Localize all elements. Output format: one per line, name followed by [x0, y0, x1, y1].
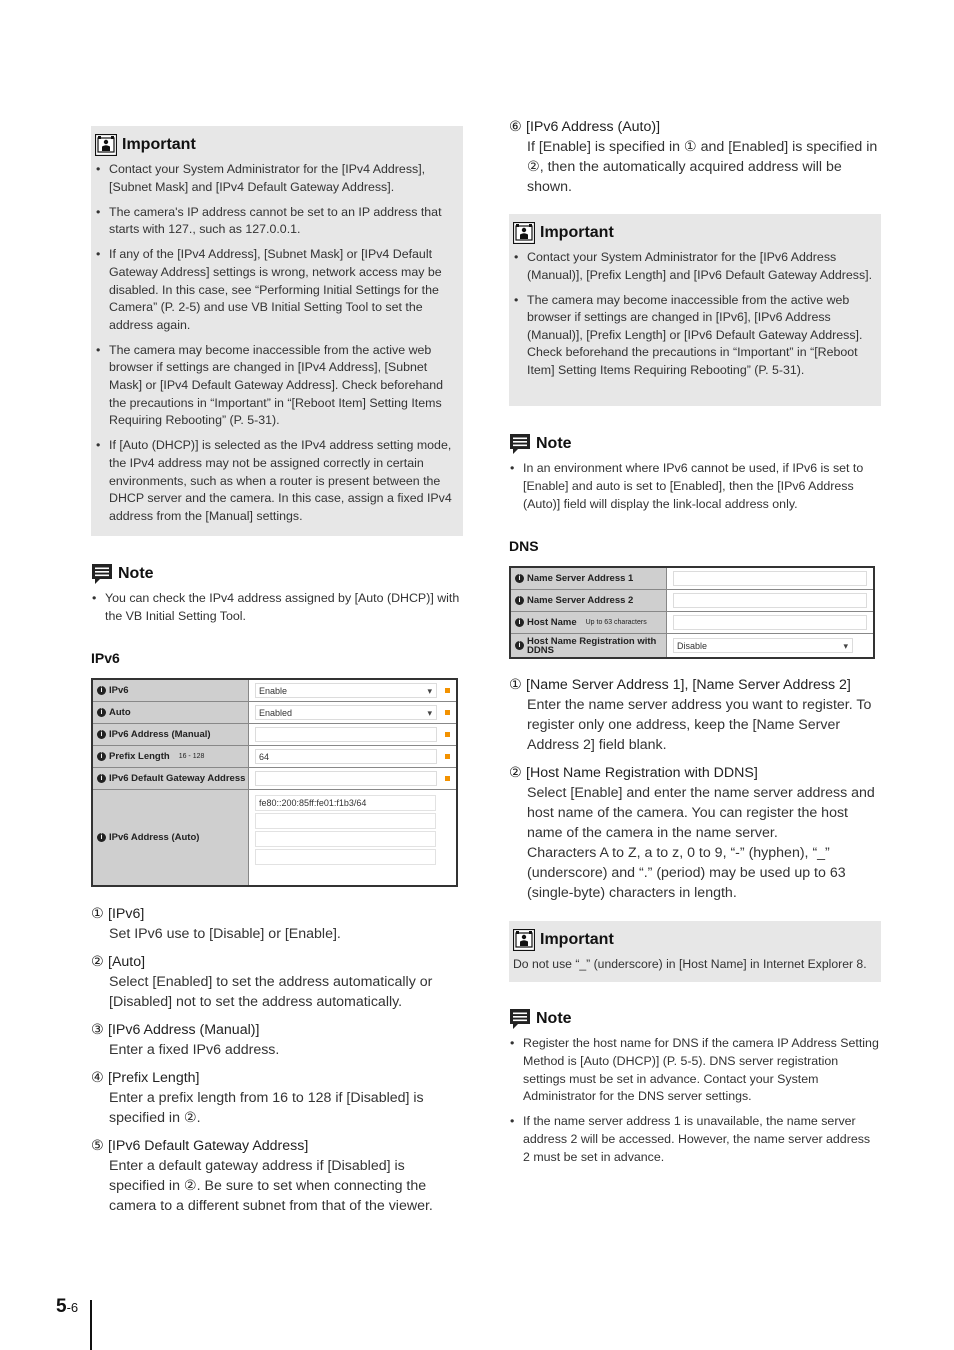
- note-heading: [509, 1008, 879, 1030]
- important-item: • The camera may become inaccessible from the active web browser if settings are changed in [IPv4 Address], [Subnet Mask] or [IPv4 Default Gateway Address]. Check beforehand the precautions in “Important” in “[Reboot Item] Setting Items Requiring Rebooting” (P. 5-31).: [95, 342, 457, 430]
- ipv6-item-list: [91, 904, 461, 1224]
- ipv6-select[interactable]: Enable ▾: [255, 683, 437, 698]
- list-item: ① [Name Server Address 1], [Name Server Address 2] Enter the name server address you want to register. To register only one address, keep the [Name Server Address 2] field blank.: [509, 677, 872, 753]
- note-box-ipv6: [509, 433, 879, 520]
- important-heading: [95, 134, 457, 156]
- important-box-ipv6: [509, 214, 881, 406]
- table-row: [511, 568, 873, 590]
- note-item: • In an environment where IPv6 cannot be used, if IPv6 is set to [Enable] and auto is set to [Enabled], then the [IPv6 Address (Auto)] field will display the link-local address only.: [509, 460, 879, 513]
- list-item: ⑤ [IPv6 Default Gateway Address] Enter a default gateway address if [Disabled] is specified in ②. Be sure to set when connecting the camera to a different subnet from that of the viewer.: [91, 1138, 433, 1214]
- table-row: [93, 702, 456, 724]
- row-label: i Name Server Address 2: [511, 590, 667, 611]
- prefix-length-input[interactable]: 64: [255, 749, 437, 764]
- note-icon: [509, 433, 531, 455]
- important-icon: [95, 134, 117, 156]
- note-list: [509, 460, 879, 513]
- info-icon: i: [97, 833, 106, 842]
- ipv6-address-auto-field: [249, 790, 456, 885]
- note-item: • Register the host name for DNS if the camera IP Address Setting Method is [Auto (DHCP)] (P. 5-5). DNS server registration settings must be set in advance. Contact your System Administrator for the DNS server settings.: [509, 1035, 879, 1106]
- list-item: ③ [IPv6 Address (Manual)] Enter a fixed IPv6 address.: [91, 1022, 280, 1058]
- row-label: i Name Server Address 1: [511, 568, 667, 589]
- note-item: • You can check the IPv4 address assigned by [Auto (DHCP)] with the VB Initial Setting Tool.: [91, 590, 463, 626]
- list-item: ① [IPv6] Set IPv6 use to [Disable] or [Enable].: [91, 906, 341, 942]
- row-label: i Host Name Registration with DDNS: [511, 634, 667, 657]
- row-label: i IPv6 Default Gateway Address: [93, 768, 249, 789]
- row-label: i Prefix Length 16 - 128: [93, 746, 249, 767]
- note-list: [509, 1035, 879, 1167]
- required-marker: [445, 688, 450, 693]
- ipv6-settings-table: [91, 678, 458, 887]
- auto-address-line: fe80::200:85ff:fe01:f1b3/64: [255, 795, 436, 811]
- note-box-ipv4: [91, 563, 463, 633]
- default-gateway-input[interactable]: [255, 771, 437, 786]
- info-icon: i: [97, 708, 106, 717]
- note-heading: [509, 433, 879, 455]
- important-item: • The camera may become inaccessible from the active web browser if settings are changed in [IPv6], [IPv6 Address (Manual)], [Prefix Length] or [IPv6 Default Gateway Address]. Check beforehand the precautions in “Important” in “[Reboot Item] Setting Items Requiring Rebooting” (P. 5-31).: [513, 292, 875, 380]
- row-label: i IPv6: [93, 680, 249, 701]
- page-number: 5-6: [56, 1296, 79, 1317]
- list-item: ② [Host Name Registration with DDNS] Select [Enable] and enter the name server address and host name of the camera. You can register the host name of the camera in the name server. Characters A to Z, a to z, 0 to 9, “-” (hyphen), “_” (underscore) and “.” (period) may be used up to 63 (single-byte) characters in length.: [509, 765, 875, 901]
- note-item: • If the name server address 1 is unavailable, the name server address 2 will be accessed. However, the name server address 2 must be set in advance.: [509, 1113, 879, 1166]
- note-heading: [91, 563, 463, 585]
- dns-heading: DNS: [509, 538, 539, 554]
- name-server-1-input[interactable]: [673, 571, 867, 586]
- table-row: [511, 590, 873, 612]
- list-item: ⑥ [IPv6 Address (Auto)] If [Enable] is specified in ① and [Enabled] is specified in ②, then the automatically acquired address will be shown.: [509, 119, 878, 195]
- row-label: i IPv6 Address (Auto): [93, 790, 249, 885]
- important-item: • Contact your System Administrator for the [IPv6 Address (Manual)], [Prefix Length] and [IPv6 Default Gateway Address].: [513, 249, 875, 284]
- ipv6-heading: IPv6: [91, 650, 120, 666]
- table-row: [93, 680, 456, 702]
- required-marker: [445, 732, 450, 737]
- note-title: Note: [536, 435, 572, 452]
- row-label: i Host Name Up to 63 characters: [511, 612, 667, 633]
- note-icon: [91, 563, 113, 585]
- auto-address-line: [255, 813, 436, 829]
- table-row: [93, 746, 456, 768]
- info-icon: i: [97, 730, 106, 739]
- table-row: [511, 634, 873, 657]
- info-icon: i: [97, 686, 106, 695]
- important-list: [513, 249, 875, 380]
- note-list: [91, 590, 463, 626]
- table-row: [93, 724, 456, 746]
- important-item: • If [Auto (DHCP)] is selected as the IPv4 address setting mode, the IPv4 address may not be assigned correctly in certain environments, such as when a router is present between the DHCP server and the camera. In this case, assign a fixed IPv4 address from the [Manual] settings.: [95, 437, 457, 525]
- note-title: Note: [536, 1010, 572, 1027]
- important-icon: [513, 222, 535, 244]
- important-box-ipv4: [91, 126, 463, 536]
- ipv6-auto-item: [509, 117, 881, 205]
- important-item: • If any of the [IPv4 Address], [Subnet Mask] or [IPv4 Default Gateway Address] settings is wrong, network access may be disabled. In this case, see “Performing Initial Settings for the Camera” (P. 2-5) and use VB Initial Setting Tool to set the address again.: [95, 246, 457, 334]
- list-item: ④ [Prefix Length] Enter a prefix length from 16 to 128 if [Disabled] is specified in ②.: [91, 1070, 424, 1126]
- important-title: Important: [540, 224, 614, 241]
- important-title: Important: [540, 931, 614, 948]
- table-row: [511, 612, 873, 634]
- required-marker: [445, 710, 450, 715]
- table-row: [93, 790, 456, 885]
- info-icon: i: [515, 618, 524, 627]
- name-server-2-input[interactable]: [673, 593, 867, 608]
- important-heading: [513, 222, 875, 244]
- important-item: • Contact your System Administrator for the [IPv4 Address], [Subnet Mask] and [IPv4 Default Gateway Address].: [95, 161, 457, 196]
- dns-item-list: [509, 675, 881, 911]
- host-name-input[interactable]: [673, 615, 867, 630]
- list-item: ② [Auto] Select [Enabled] to set the address automatically or [Disabled] not to set the address automatically.: [91, 954, 433, 1010]
- info-icon: i: [515, 574, 524, 583]
- important-heading: [513, 929, 875, 951]
- important-list: [95, 161, 457, 525]
- info-icon: i: [97, 774, 106, 783]
- auto-address-line: [255, 849, 436, 865]
- note-box-dns: [509, 1008, 879, 1174]
- important-icon: [513, 929, 535, 951]
- important-title: Important: [122, 136, 196, 153]
- ipv6-address-manual-input[interactable]: [255, 727, 437, 742]
- note-title: Note: [118, 565, 154, 582]
- auto-address-line: [255, 831, 436, 847]
- note-icon: [509, 1008, 531, 1030]
- required-marker: [445, 754, 450, 759]
- required-marker: [445, 776, 450, 781]
- dns-settings-table: [509, 566, 875, 659]
- ddns-select[interactable]: Disable ▾: [673, 638, 853, 653]
- important-box-dns: [509, 921, 881, 982]
- page-rule: [90, 1300, 92, 1350]
- important-item: • The camera's IP address cannot be set to an IP address that starts with 127., such as 127.0.0.1.: [95, 204, 457, 239]
- table-row: [93, 768, 456, 790]
- info-icon: i: [515, 596, 524, 605]
- info-icon: i: [515, 641, 524, 650]
- row-label: i Auto: [93, 702, 249, 723]
- important-text: Do not use “_” (underscore) in [Host Name] in Internet Explorer 8.: [513, 957, 867, 971]
- info-icon: i: [97, 752, 106, 761]
- row-label: i IPv6 Address (Manual): [93, 724, 249, 745]
- auto-select[interactable]: Enabled ▾: [255, 705, 437, 720]
